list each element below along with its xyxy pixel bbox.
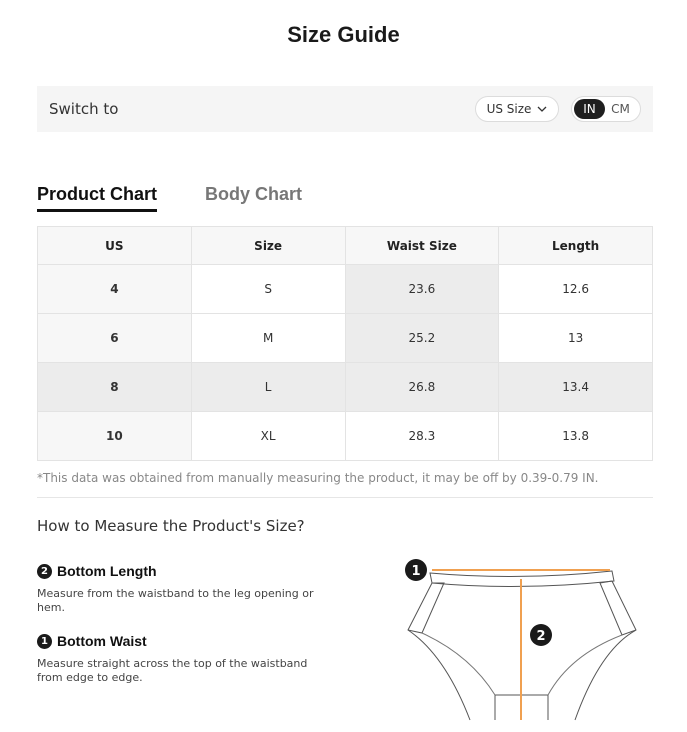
measure-item-length <box>37 563 157 579</box>
marker-2-label: 2 <box>536 629 546 644</box>
measure-section-title: How to Measure the Product's Size? <box>37 517 305 535</box>
unit-switch-bar <box>37 86 653 132</box>
measure-item-name: Bottom Waist <box>57 633 147 649</box>
size-system-dropdown[interactable] <box>475 96 559 122</box>
table-row <box>38 314 653 363</box>
cell-size: M <box>191 314 345 363</box>
cell-length: 13.4 <box>499 363 653 412</box>
cell-waist: 26.8 <box>345 363 499 412</box>
cell-size: S <box>191 265 345 314</box>
marker-2 <box>530 624 552 646</box>
cell-size: L <box>191 363 345 412</box>
unit-in-button[interactable]: IN <box>574 99 605 119</box>
garment-side-right <box>600 581 636 635</box>
table-row <box>38 265 653 314</box>
col-header-length: Length <box>499 227 653 265</box>
cell-us: 10 <box>38 412 192 461</box>
measurement-note: *This data was obtained from manually measuring the product, it may be off by 0.39-0.79 IN. <box>37 471 599 485</box>
switch-label: Switch to <box>49 100 119 118</box>
page-title: Size Guide <box>287 22 400 47</box>
col-header-size: Size <box>191 227 345 265</box>
tab-product-chart[interactable]: Product Chart <box>37 184 157 212</box>
cell-us: 8 <box>38 363 192 412</box>
number-badge: 1 <box>37 634 52 649</box>
unit-toggle <box>571 96 641 122</box>
cell-length: 13 <box>499 314 653 363</box>
bottom-garment-diagram <box>400 555 645 725</box>
divider <box>37 497 653 498</box>
measure-item-desc: Measure straight across the top of the waistband from edge to edge. <box>37 657 308 684</box>
col-header-us: US <box>38 227 192 265</box>
table-row <box>38 363 653 412</box>
cell-waist: 25.2 <box>345 314 499 363</box>
size-system-value: US Size <box>486 102 532 116</box>
cell-us: 6 <box>38 314 192 363</box>
measure-item-name: Bottom Length <box>57 563 157 579</box>
cell-waist: 23.6 <box>345 265 499 314</box>
cell-length: 13.8 <box>499 412 653 461</box>
table-header-row <box>38 227 653 265</box>
marker-1 <box>405 559 427 581</box>
cell-us: 4 <box>38 265 192 314</box>
garment-side-left <box>408 583 444 633</box>
size-table <box>37 226 653 461</box>
cell-waist: 28.3 <box>345 412 499 461</box>
chevron-down-icon <box>537 106 547 113</box>
measure-item-waist <box>37 633 147 649</box>
measure-item-desc: Measure from the waistband to the leg opening or hem. <box>37 587 314 614</box>
chart-tabs <box>37 184 302 212</box>
tab-body-chart[interactable]: Body Chart <box>205 184 303 204</box>
cell-size: XL <box>191 412 345 461</box>
number-badge: 2 <box>37 564 52 579</box>
col-header-waist: Waist Size <box>345 227 499 265</box>
marker-1-label: 1 <box>411 564 421 579</box>
table-row <box>38 412 653 461</box>
unit-cm-button[interactable]: CM <box>611 102 630 116</box>
cell-length: 12.6 <box>499 265 653 314</box>
